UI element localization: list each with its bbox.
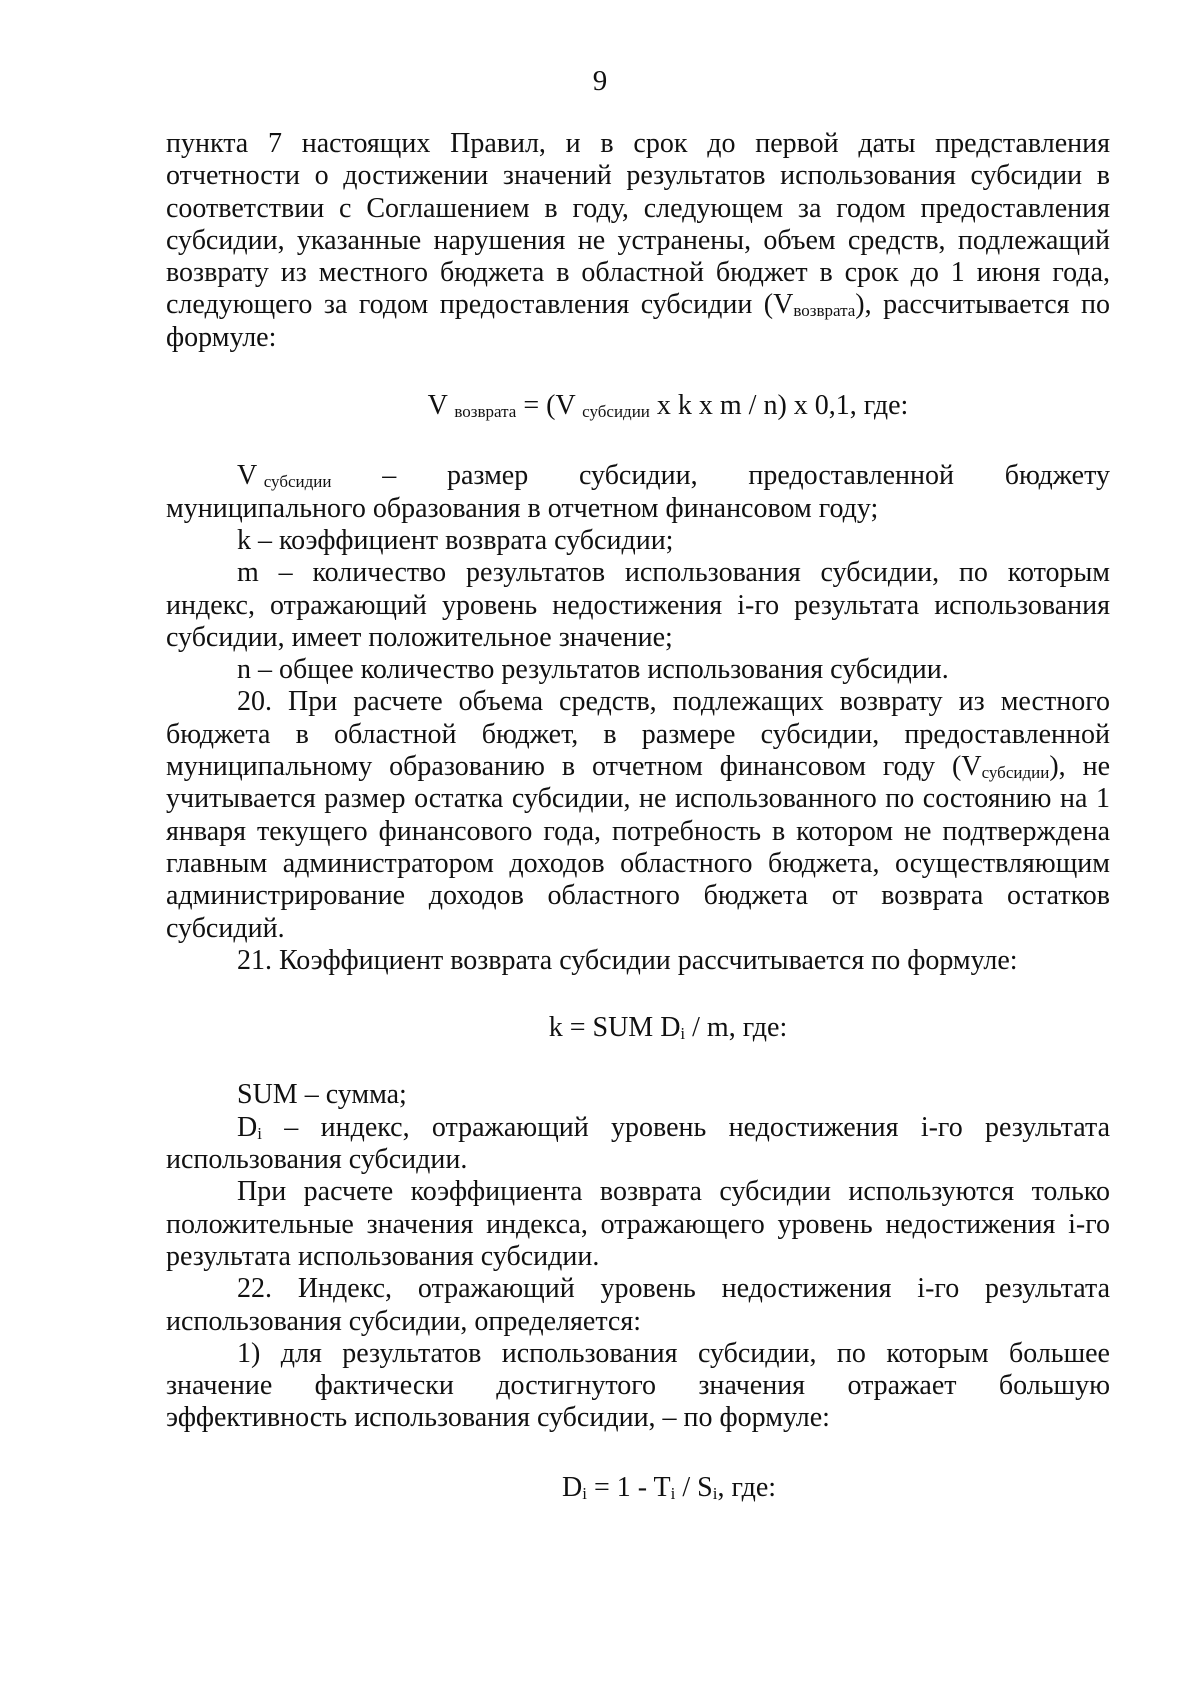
paragraph-22: 22. Индекс, отражающий уровень недостижения i-го результата использования субсидии, определяется: bbox=[166, 1273, 1110, 1337]
definition-sum: SUM – сумма; bbox=[237, 1079, 407, 1111]
paragraph-21: 21. Коэффициент возврата субсидии рассчитывается по формуле: bbox=[237, 944, 1018, 976]
paragraph-20: 20. При расчете объема средств, подлежащих возврату из местного бюджета в областной бюджет, в размере субсидии, предоставленной муниципальному образованию в отчетном финансовом году $(V_{субсидии})$, не учитывается размер остатка субсидии, не использованного по состоянию на 1 января текущего финансового года, потребность в котором не подтверждена главным администратором доходов областного бюджета, осуществляющим администрирование доходов областного бюджета от возврата остатков субсидий. bbox=[166, 686, 1110, 944]
formula-return-volume: V $_{возврата}$ = (V $_{субсидии}$ x k x m / n) x 0,1, где: bbox=[427, 390, 909, 422]
definition-m: m – количество результатов использования субсидии, по которым индекс, отражающий уровень недостижения i-го результата использования субсидии, имеет положительное значение; bbox=[166, 557, 1110, 653]
paragraph-text: пункта 7 настоящих Правил, и в срок до первой даты представления отчетности о достижении значений результатов использования субсидии в соответствии с Соглашением в году, следующем за годом предоставления субсидии, указанные нарушения не устранены, объем средств, подлежащий возврату из местного бюджета в областной бюджет в срок до 1 июня года, следующего за годом предоставления субсидии (V bbox=[166, 128, 1110, 321]
formula-k: k = SUM $D_i$ / m, где: bbox=[548, 1012, 788, 1044]
definition-n: n – общее количество результатов использования субсидии. bbox=[237, 654, 949, 686]
subscript: возврата bbox=[793, 301, 856, 321]
paragraph-22-item-1: 1) для результатов использования субсидии, по которым большее значение фактически достигнутого значения отражает большую эффективность использования субсидии, – по формуле: bbox=[166, 1337, 1110, 1434]
paragraph-text: ), рассчитывается по формуле: bbox=[166, 289, 1110, 353]
document-body bbox=[166, 128, 1110, 1504]
definition-v-subsidy-line2: муниципального образования в отчетном финансовом году; bbox=[166, 492, 879, 524]
formula-d: $D_i = 1 - T_i / S_i$, где: bbox=[561, 1471, 777, 1503]
paragraph-positive-values: При расчете коэффициента возврата субсидии используются только положительные значения индекса, отражающего уровень недостижения i-го результата использования субсидии. bbox=[166, 1176, 1110, 1272]
definition-v-subsidy-line1: V $_{субсидии}$ – размер субсидии, предоставленной бюджету bbox=[237, 460, 1110, 492]
definition-d: $D_i$ – индекс, отражающий уровень недостижения i-го результата использования субсидии. bbox=[166, 1111, 1110, 1176]
paragraph-continuation bbox=[166, 128, 1110, 354]
definition-k: k – коэффициент возврата субсидии; bbox=[237, 524, 674, 556]
page-number: 9 bbox=[592, 65, 608, 97]
